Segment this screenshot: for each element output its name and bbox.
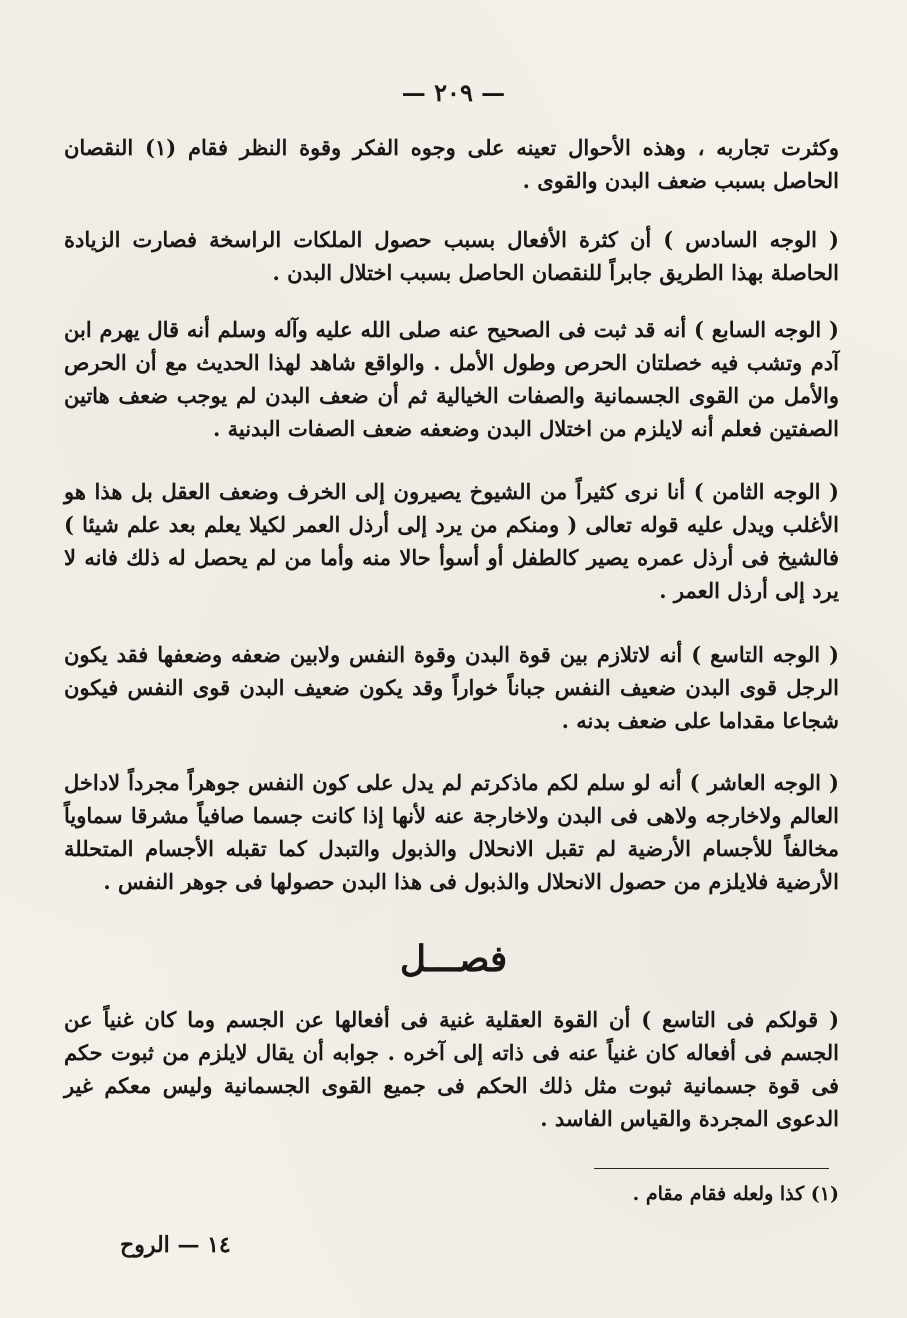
paragraph-sixth-aspect: ( الوجه السادس ) أن كثرة الأفعال بسبب حصول الملكات الراسخة فصارت الزيادة الحاصلة بهذا الطريق جابراً للنقصان الحاصل بسبب اختلال البدن . bbox=[64, 227, 839, 285]
section-heading: فصـــل bbox=[399, 938, 508, 980]
paragraph-seventh-aspect: ( الوجه السابع ) أنه قد ثبت فى الصحيح عنه صلى الله عليه وآله وسلم أنه قال يهرم ابن آدم وتشب فيه خصلتان الحرص وطول الأمل . والواقع شاهد لهذا الحديث مع أن الحرص والأمل من القوى الجسمانية والصفات الخيالية ثم أن ضعف البدن لم يوجب ضعف هاتين الصفتين فعلم أنه لايلزم من اختلال البدن وضعفه ضعف الصفات البدنية . bbox=[64, 317, 839, 441]
paragraph-continuation: وكثرت تجاربه ، وهذه الأحوال تعينه على وجوه الفكر وقوة النظر فقام (١) النقصان الحاصل بسبب ضعف البدن والقوى . bbox=[64, 135, 839, 193]
footnote: (١) كذا ولعله فقام مقام . bbox=[632, 1183, 839, 1205]
page-number: — ٢٠٩ — bbox=[401, 78, 506, 107]
paragraph-tenth-aspect: ( الوجه العاشر ) أنه لو سلم لكم ماذكرتم لم يدل على كون النفس جوهراً مجرداً لاداخل العالم ولاخارجه ولاهى فى البدن ولاخارجة عنه لأنها إذا كانت جسما صافياً مشرقا سماوياً مخالفاً للأجسام الأرضية لم تقبل الانحلال والذبول والتبدل كما تقبله الأجسام المتحللة الأرضية فلايلزم من حصول الانحلال والذبول فى هذا البدن حصولها فى جوهر النفس . bbox=[64, 770, 839, 894]
paragraph-eighth-aspect: ( الوجه الثامن ) أنا نرى كثيراً من الشيوخ يصيرون إلى الخرف وضعف العقل بل هذا هو الأغلب ويدل عليه قوله تعالى ( ومنكم من يرد إلى أرذل العمر لكيلا يعلم بعد علم شيئا ) فالشيخ فى أرذل عمره يصير كالطفل أو أسوأ حالا منه وأما من لم يحصل له ذلك فانه لا يرد إلى أرذل العمر . bbox=[64, 479, 839, 603]
paragraph-section-body: ( قولكم فى التاسع ) أن القوة العقلية غنية فى أفعالها عن الجسم وما كان غنياً عن الجسم فى أفعاله كان غنياً عنه فى ذاته إلى آخره . جوابه أن يقال لايلزم من ثبوت حكم فى قوة جسمانية ثبوت مثل ذلك الحكم فى جميع القوى الجسمانية وليس معكم غير الدعوى المجردة والقياس الفاسد . bbox=[64, 1007, 839, 1131]
footnote-divider bbox=[594, 1168, 829, 1169]
paragraph-ninth-aspect: ( الوجه التاسع ) أنه لاتلازم بين قوة البدن وقوة النفس ولابين ضعفه وضعفها فقد يكون الرجل قوى البدن ضعيف النفس جباناً خواراً وقد يكون ضعيف البدن قوى النفس فيكون شجاعا مقداما على ضعف بدنه . bbox=[64, 642, 839, 733]
signature-mark: ١٤ — الروح bbox=[120, 1232, 231, 1258]
